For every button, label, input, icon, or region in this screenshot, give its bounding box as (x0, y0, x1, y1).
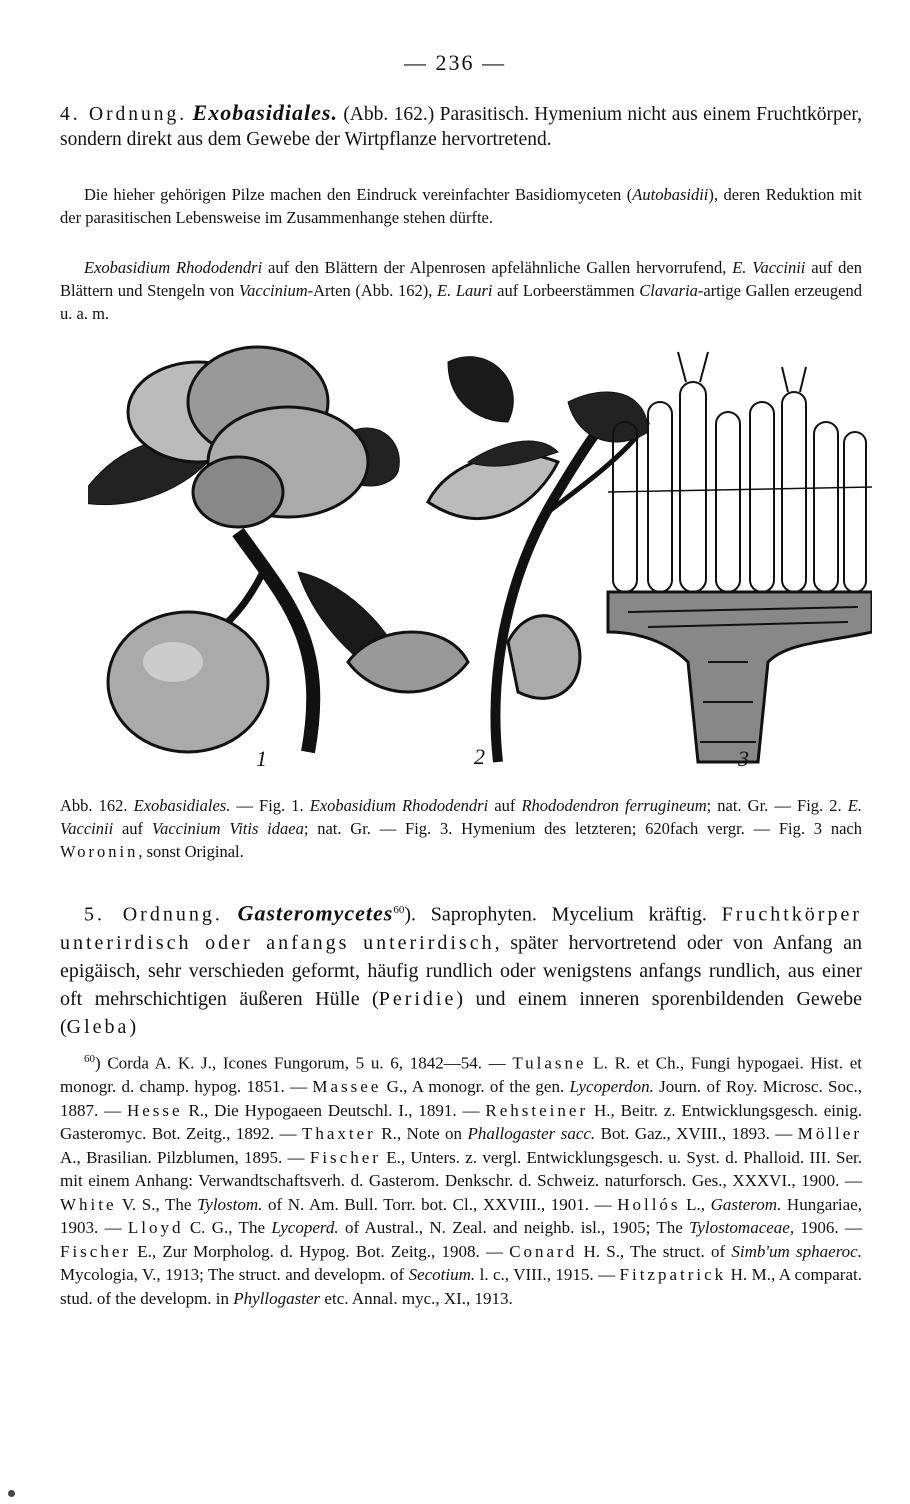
text-run: G., A monogr. of the gen. (381, 1077, 570, 1097)
text-run: ). Saprophyten. Mycelium kräftig. (404, 903, 722, 926)
fig2-label: 2 (474, 744, 485, 769)
italic-run: E. Vaccinii (732, 258, 806, 277)
order-4-heading: 4. Ordnung. (60, 104, 188, 125)
italic-run: Lycoperd. (271, 1218, 339, 1238)
text-run: ), deren Reduktion mit der parasitischen Lebensweise im Zusammenhange stehen dürfte. (60, 185, 862, 227)
italic-run: Tylostom. (197, 1194, 263, 1214)
text-run: Die hieher gehörigen Pilze machen den Eindruck vereinfachter Basidiomyceten ( (84, 185, 633, 204)
fig3-label: 3 (738, 746, 749, 771)
text-run: Journ. of Roy. Microsc. Soc., 1887. — (60, 1077, 862, 1120)
italic-run: Exobasidium Rhododendri (309, 796, 489, 815)
figure-162-illustration (88, 342, 872, 772)
italic-run: E. Lauri (437, 281, 493, 300)
order-5-taxon: Gasteromycetes (237, 900, 394, 926)
text-run: R., Note on (375, 1124, 468, 1144)
fig3-hymenium-drawing (608, 352, 872, 762)
spaced-run: Fruchtkörper unterirdisch oder anfangs unterirdisch (60, 903, 863, 954)
author-name: Thaxter (301, 1124, 376, 1144)
text-run: Hungariae, 1903. — (60, 1194, 862, 1238)
italic-run: Vaccinium Vitis idaea (151, 819, 304, 838)
text-run: , sonst Original. (138, 842, 244, 861)
text-run: of Austral., N. Zeal. and neighb. isl., 1905; The (338, 1218, 690, 1238)
author-name: Hollós (617, 1194, 681, 1214)
italic-run: Gasterom. (710, 1194, 782, 1214)
text-run: H. M., A comparat. stud. of the developm. in (60, 1265, 862, 1308)
text-run: -Arten (Abb. 162), (307, 281, 437, 300)
order-4-paragraph (60, 100, 862, 152)
text-run: V. S., The (116, 1194, 198, 1214)
footnote-ref: 60 (393, 904, 405, 916)
text-run: Bot. Gaz., XVIII., 1893. — (595, 1124, 798, 1144)
italic-run: Phyllogaster (233, 1288, 321, 1308)
order-5-paragraph (60, 896, 862, 1041)
author-name: Tulasne (512, 1053, 587, 1073)
order-4-text: (Abb. 162.) Parasitisch. Hymenium nicht aus einem Fruchtkörper, sondern direkt aus dem Gewebe der Wirtpflanze hervortretend. (60, 104, 863, 150)
italic-run: Clavaria (639, 281, 698, 300)
footnote-60 (60, 1048, 862, 1310)
text-run: auf Lorbeerstämmen (492, 281, 640, 300)
italic-run: Rhododendron ferrugineum (521, 796, 707, 815)
text-run: H., Beitr. z. Entwicklungsgesch. einig. Gasteromyc. Bot. Zeitg., 1892. — (60, 1100, 862, 1144)
italic-run: Phallogaster sacc. (467, 1124, 596, 1144)
figure-caption (60, 794, 862, 863)
text-run: 1906. — (794, 1218, 862, 1238)
author-name: Fischer (60, 1241, 132, 1261)
fig1-label: 1 (256, 746, 267, 771)
author-name: Möller (797, 1124, 862, 1144)
text-run: ) Corda A. K. J., Icones Fungorum, 5 u. 6, 1842—54. — (95, 1053, 513, 1073)
text-run: Mycologia, V., 1913; The struct. and developm. of (60, 1265, 409, 1285)
spaced-run: Gleba (66, 1015, 130, 1038)
spaced-run: Woronin (60, 842, 139, 861)
text-run: C. G., The (183, 1218, 272, 1238)
order-5-heading: 5. Ordnung. (84, 903, 223, 926)
text-run: ) (129, 1015, 137, 1038)
paragraph-autobasidii (60, 183, 862, 229)
text-run: auf (113, 819, 152, 838)
text-run: auf (488, 796, 522, 815)
footnote-mark: 60 (84, 1053, 95, 1065)
text-run: ) und einem inneren sporenbildenden Gewebe ( (60, 987, 862, 1038)
italic-run: Autobasidii (632, 185, 709, 204)
italic-run: Secotium. (408, 1265, 476, 1285)
text-run: ; nat. Gr. — Fig. 3. Hymenium des letzteren; 620fach vergr. — Fig. 3 nach (303, 819, 862, 838)
text-run: E., Unters. z. vergl. Entwicklungsgesch. u. Syst. d. Phalloid. III. Ser. mit einem Anhang: Verwandtschaftsverh. d. Gasterom. Denkschr. d. Schweiz. naturforsch. Ges., XXXVI., 1900. — (60, 1147, 862, 1191)
text-run: auf den Blättern und Stengeln von (60, 258, 862, 300)
italic-run: Tylostomaceae, (689, 1218, 795, 1238)
fig2-vaccinium-drawing (348, 357, 648, 769)
italic-run: Vaccinium (238, 281, 308, 300)
italic-run: Exobasidium Rhododendri (84, 258, 263, 277)
text-run: A., Brasilian. Pilzblumen, 1895. — (60, 1147, 310, 1167)
text-run: ; nat. Gr. — Fig. 2. (706, 796, 848, 815)
italic-run: E. Vaccinii (60, 796, 862, 838)
text-run: L. R. et Ch., Fungi hypogaei. Hist. et monogr. d. champ. hypog. 1851. — (60, 1053, 862, 1097)
page-number: — 236 — (404, 50, 506, 75)
spaced-run: Peridie (378, 987, 457, 1010)
italic-run: Lycoperdon. (569, 1077, 654, 1097)
text-run: of N. Am. Bull. Torr. bot. Cl., XXVIII., 1901. — (262, 1194, 618, 1214)
text-run: H. S., The struct. of (577, 1241, 732, 1261)
author-name: Fitzpatrick (619, 1265, 727, 1285)
author-name: Lloyd (127, 1218, 184, 1238)
paragraph-exobasidium-species (60, 256, 862, 325)
fig1-rhododendron-galls-drawing (88, 347, 408, 752)
text-run: , später hervortretend oder von Anfang an epigäisch, sehr verschieden geformt, häufig rundlich oder wenigstens anfangs rundlich, aus einer oft mehrschichtigen äußeren Hülle ( (60, 931, 862, 1010)
author-name: White (60, 1194, 117, 1214)
italic-run: Exobasidiales. (133, 796, 231, 815)
text-run: E., Zur Morpholog. d. Hypog. Bot. Zeitg., 1908. — (131, 1241, 510, 1261)
text-run: — Fig. 1. (230, 796, 310, 815)
author-name: Massee (312, 1077, 382, 1097)
author-name: Fischer (309, 1147, 381, 1167)
order-4-taxon: Exobasidiales. (192, 100, 338, 125)
author-name: Conard (509, 1241, 578, 1261)
text-run: L., (680, 1194, 711, 1214)
author-name: Rehsteiner (485, 1100, 589, 1120)
text-run: auf den Blättern der Alpenrosen apfelähnliche Gallen hervorrufend, (262, 258, 733, 277)
text-run: etc. Annal. myc., XI., 1913. (320, 1288, 513, 1308)
text-run: l. c., VIII., 1915. — (475, 1265, 620, 1285)
text-run: -artige Gallen erzeugend u. a. m. (60, 281, 862, 323)
text-run: Abb. 162. (60, 796, 134, 815)
author-name: Hesse (126, 1100, 183, 1120)
italic-run: Simb'um sphaeroc. (731, 1241, 862, 1261)
text-run: R., Die Hypogaeen Deutschl. I., 1891. — (182, 1100, 486, 1120)
scan-speck (8, 1490, 15, 1497)
